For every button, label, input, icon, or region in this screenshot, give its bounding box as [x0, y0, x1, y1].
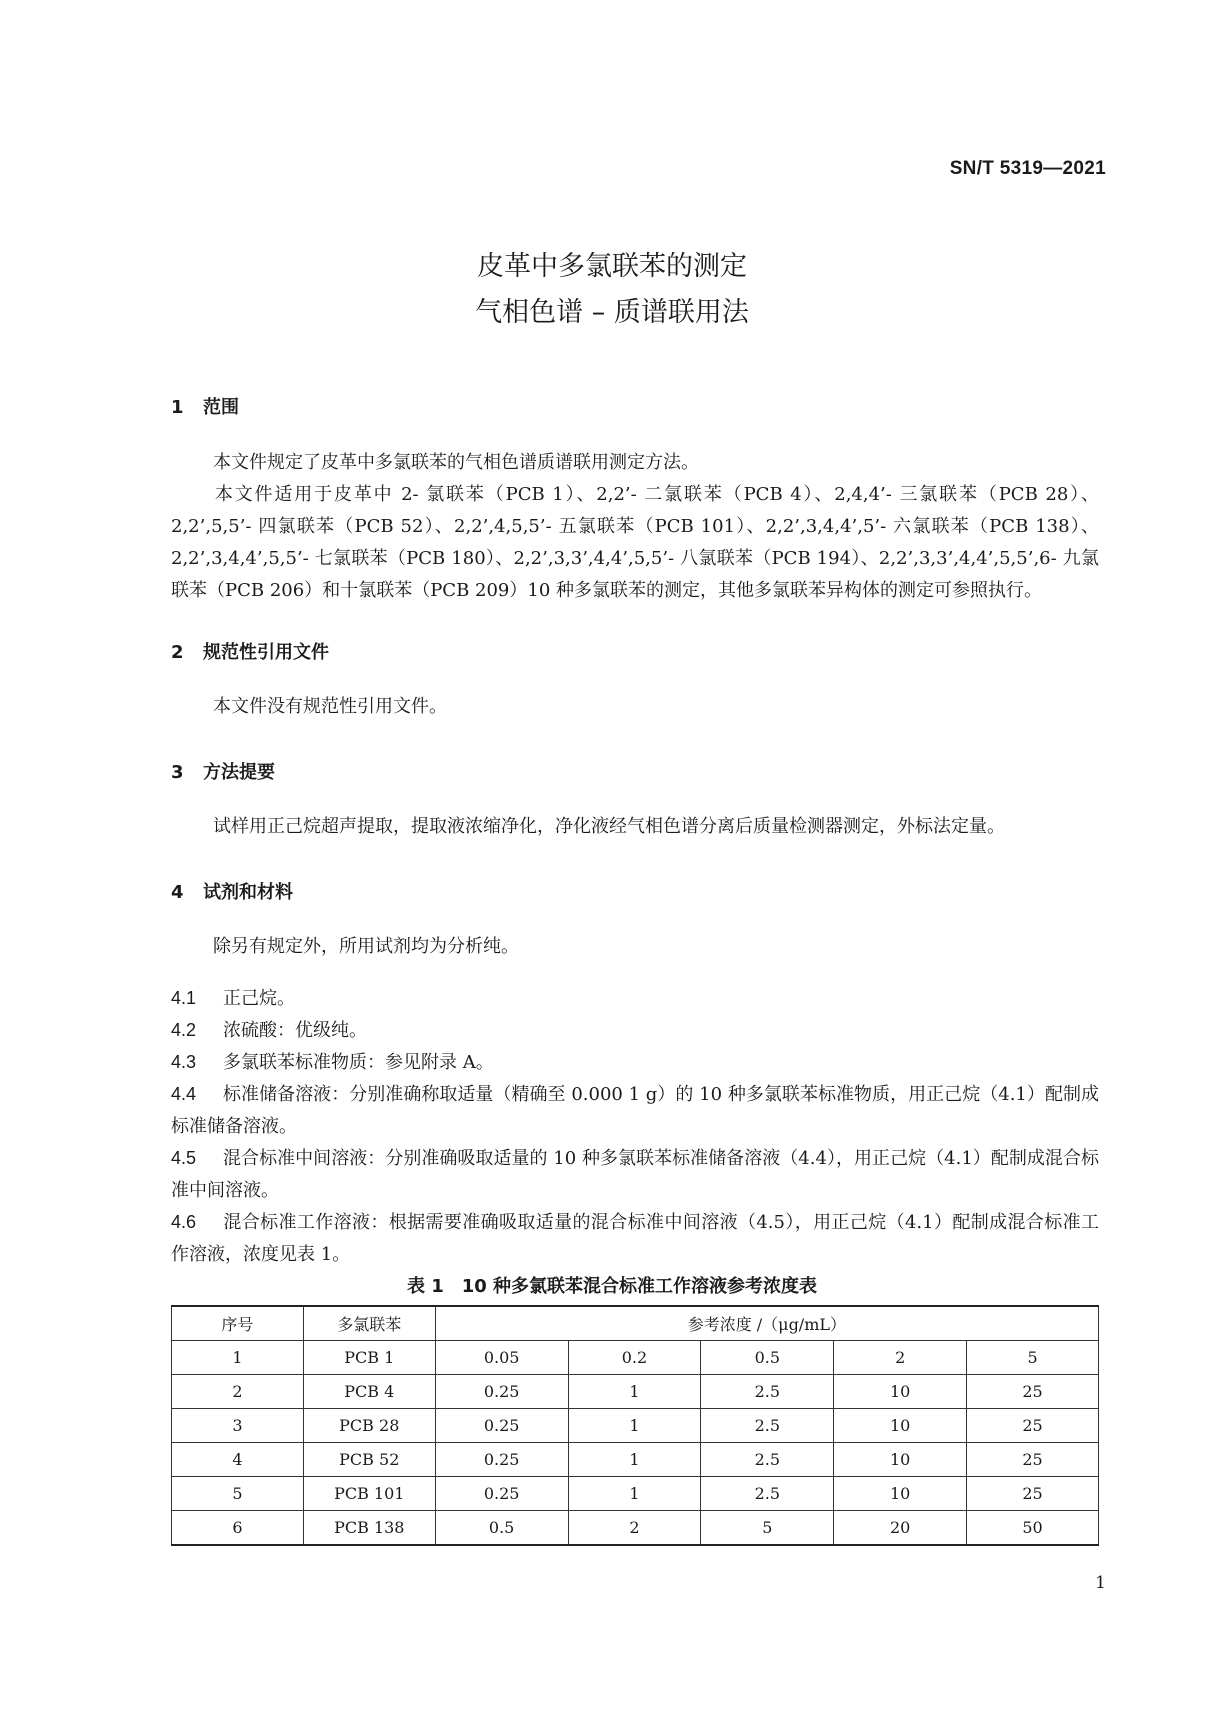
paragraph-scope-1: 本文件规定了皮革中多氯联苯的气相色谱质谱联用测定方法。 — [213, 452, 699, 473]
section-title: 试剂和材料 — [203, 882, 293, 903]
cell-conc: 10 — [834, 1443, 967, 1477]
header-no: 序号 — [172, 1306, 304, 1341]
cell-conc: 1 — [568, 1409, 701, 1443]
cell-pcb: PCB 52 — [303, 1443, 435, 1477]
section-heading-references — [171, 638, 329, 664]
paragraph-method: 试样用正己烷超声提取，提取液浓缩净化，净化液经气相色谱分离后质量检测器测定，外标法定量。 — [213, 816, 1005, 837]
table-row — [172, 1443, 1099, 1477]
cell-no: 2 — [172, 1375, 304, 1409]
cell-pcb: PCB 4 — [303, 1375, 435, 1409]
table-row — [172, 1409, 1099, 1443]
table-row — [172, 1477, 1099, 1511]
cell-conc: 2 — [834, 1341, 967, 1375]
subsection-4-3: 4.3 多氯联苯标准物质：参见附录 A。 — [171, 1052, 494, 1073]
header-pcb: 多氯联苯 — [303, 1306, 435, 1341]
cell-conc: 2.5 — [701, 1409, 834, 1443]
subsection-4-1: 4.1 正己烷。 — [171, 988, 295, 1009]
table-caption: 表 1 10 种多氯联苯混合标准工作溶液参考浓度表 — [406, 1276, 818, 1297]
cell-conc: 0.25 — [435, 1375, 568, 1409]
page-number: 1 — [1095, 1573, 1106, 1593]
subsection-4-4: 4.4 标准储备溶液：分别准确称取适量（精确至 0.000 1 g）的 10 种多氯联苯标准物质，用正己烷（4.1）配制成标准储备溶液。 — [171, 1084, 1099, 1137]
cell-conc: 20 — [834, 1511, 967, 1546]
table-row — [172, 1341, 1099, 1375]
table-row — [172, 1375, 1099, 1409]
section-number: 4 — [171, 882, 184, 903]
paragraph-references: 本文件没有规范性引用文件。 — [213, 696, 447, 717]
table-header-row — [172, 1306, 1099, 1341]
cell-conc: 0.25 — [435, 1477, 568, 1511]
cell-conc: 25 — [967, 1375, 1099, 1409]
cell-conc: 0.5 — [701, 1341, 834, 1375]
table-row — [172, 1511, 1099, 1546]
standard-number: SN/T 5319—2021 — [949, 158, 1106, 179]
cell-conc: 2.5 — [701, 1443, 834, 1477]
paragraph-reagents: 除另有规定外，所用试剂均为分析纯。 — [213, 936, 519, 957]
section-number: 2 — [171, 642, 184, 663]
cell-no: 3 — [172, 1409, 304, 1443]
cell-conc: 50 — [967, 1511, 1099, 1546]
section-title: 规范性引用文件 — [203, 642, 329, 663]
subsection-4-2: 4.2 浓硫酸：优级纯。 — [171, 1020, 367, 1041]
cell-conc: 1 — [568, 1477, 701, 1511]
cell-no: 1 — [172, 1341, 304, 1375]
cell-conc: 1 — [568, 1443, 701, 1477]
cell-conc: 0.25 — [435, 1443, 568, 1477]
cell-conc: 1 — [568, 1375, 701, 1409]
section-title: 方法提要 — [203, 762, 275, 783]
section-heading-method — [171, 758, 275, 784]
section-title: 范围 — [203, 397, 239, 418]
cell-conc: 10 — [834, 1375, 967, 1409]
cell-no: 5 — [172, 1477, 304, 1511]
cell-conc: 5 — [967, 1341, 1099, 1375]
cell-conc: 5 — [701, 1511, 834, 1546]
cell-conc: 0.5 — [435, 1511, 568, 1546]
subsection-4-6: 4.6 混合标准工作溶液：根据需要准确吸取适量的混合标准中间溶液（4.5），用正己烷（4.1）配制成混合标准工作溶液，浓度见表 1。 — [171, 1212, 1099, 1265]
cell-conc: 0.25 — [435, 1409, 568, 1443]
cell-pcb: PCB 138 — [303, 1511, 435, 1546]
cell-no: 4 — [172, 1443, 304, 1477]
section-heading-reagents — [171, 878, 293, 904]
cell-conc: 25 — [967, 1409, 1099, 1443]
cell-no: 6 — [172, 1511, 304, 1546]
header-concentration: 参考浓度 /（μg/mL） — [435, 1306, 1098, 1341]
cell-conc: 25 — [967, 1443, 1099, 1477]
cell-pcb: PCB 101 — [303, 1477, 435, 1511]
section-number: 3 — [171, 762, 184, 783]
cell-conc: 2.5 — [701, 1477, 834, 1511]
cell-pcb: PCB 1 — [303, 1341, 435, 1375]
concentration-table — [171, 1305, 1099, 1546]
cell-conc: 2 — [568, 1511, 701, 1546]
cell-conc: 2.5 — [701, 1375, 834, 1409]
section-number: 1 — [171, 397, 184, 418]
cell-conc: 10 — [834, 1477, 967, 1511]
cell-conc: 0.2 — [568, 1341, 701, 1375]
cell-conc: 0.05 — [435, 1341, 568, 1375]
title-line-1: 皮革中多氯联苯的测定 — [477, 251, 747, 282]
section-heading-scope — [171, 393, 239, 419]
title-line-2: 气相色谱 – 质谱联用法 — [475, 297, 749, 328]
cell-conc: 25 — [967, 1477, 1099, 1511]
cell-pcb: PCB 28 — [303, 1409, 435, 1443]
paragraph-scope-2: 本文件适用于皮革中 2- 氯联苯（PCB 1）、2,2’- 二氯联苯（PCB 4）、2,4,4’- 三氯联苯（PCB 28）、2,2’,5,5’- 四氯联苯（PCB 52）、2,2’,4,5,5’- 五氯联苯（PCB 101）、2,2’,3,4,4’,5’- 六氯联苯（PCB 138）、2,2’,3,4,4’,5,5’- 七氯联苯（PCB 180）、2,2’,3,3’,4,4’,5,5’- 八氯联苯（PCB 194）、2,2’,3,3’,4,4’,5,5’,6- 九氯联苯（PCB 206）和十氯联苯（PCB 209）10 种多氯联苯的测定，其他多氯联苯异构体的测定可参照执行。 — [171, 484, 1099, 601]
document-title — [0, 244, 1224, 336]
cell-conc: 10 — [834, 1409, 967, 1443]
subsection-4-5: 4.5 混合标准中间溶液：分别准确吸取适量的 10 种多氯联苯标准储备溶液（4.4），用正己烷（4.1）配制成混合标准中间溶液。 — [171, 1148, 1099, 1201]
